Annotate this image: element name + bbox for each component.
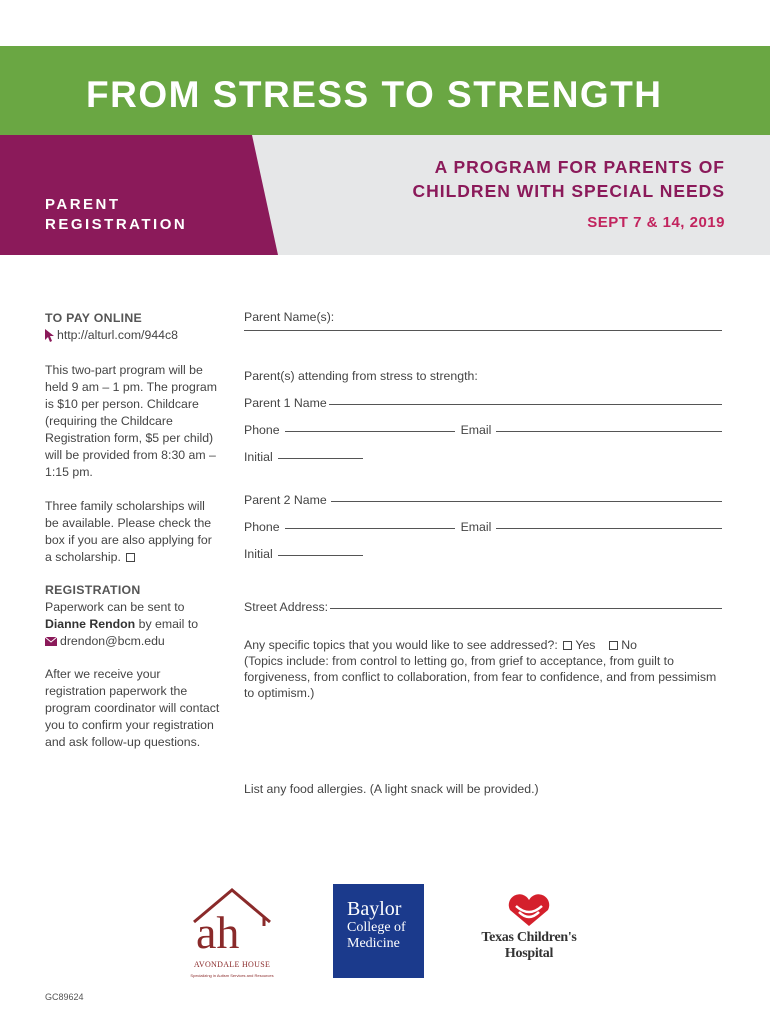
attending-row bbox=[244, 369, 722, 383]
parent2-initial-field[interactable] bbox=[278, 555, 363, 556]
parent-names-row bbox=[244, 310, 722, 324]
scholarship-checkbox[interactable] bbox=[126, 553, 135, 562]
phone-label: Phone bbox=[244, 423, 280, 437]
contact-name: Dianne Rendon bbox=[45, 617, 136, 631]
pay-link-row[interactable] bbox=[45, 327, 220, 344]
program-title: A PROGRAM FOR PARENTS OF CHILDREN WITH SPECIAL NEEDS bbox=[412, 157, 725, 201]
parent2-initial-row bbox=[244, 547, 722, 561]
parent-registration-label: PARENT REGISTRATION bbox=[45, 196, 188, 233]
no-label: No bbox=[621, 638, 638, 652]
contact-email[interactable]: drendon@bcm.edu bbox=[60, 634, 165, 648]
street-label: Street Address: bbox=[244, 600, 329, 614]
attending-label: Parent(s) attending from stress to strength: bbox=[244, 369, 478, 383]
parent-names-label: Parent Name(s): bbox=[244, 310, 335, 324]
parent1-initial-row bbox=[244, 450, 722, 464]
parent1-contact-row bbox=[244, 423, 722, 437]
parent2-phone-field[interactable] bbox=[285, 528, 455, 529]
page-title: FROM STRESS TO STRENGTH bbox=[86, 74, 663, 115]
parent2-name-field[interactable] bbox=[331, 501, 722, 502]
parent1-email-field[interactable] bbox=[496, 431, 722, 432]
pay-online-heading: TO PAY ONLINE bbox=[45, 311, 143, 325]
parent2-contact-row bbox=[244, 520, 722, 534]
header-band bbox=[0, 135, 770, 255]
parent-names-field[interactable] bbox=[244, 330, 722, 331]
avondale-mark: ah bbox=[196, 907, 240, 958]
program-date: SEPT 7 & 14, 2019 bbox=[587, 214, 725, 231]
street-address-field[interactable] bbox=[330, 608, 722, 609]
street-row bbox=[244, 600, 722, 614]
parent1-label: Parent 1 Name bbox=[244, 396, 327, 410]
initial-label: Initial bbox=[244, 547, 273, 561]
topics-yes-checkbox[interactable] bbox=[563, 641, 572, 650]
scholarship-info: Three family scholarships will be available. Please check the box if you are also applying for a scholarship. bbox=[45, 499, 212, 564]
email-label: Email bbox=[460, 423, 492, 437]
allergies-row bbox=[244, 782, 722, 796]
avondale-tagline: Specializing in Autism Services and Resources bbox=[190, 973, 274, 978]
info-sidebar bbox=[45, 310, 220, 751]
program-info: This two-part program will be held 9 am – 1 pm. The program is $10 per person. Childcare (requiring the Childcare Registration form, $5 per child) will be provided from 8:30 am – 1:15 pm. bbox=[45, 363, 218, 479]
parent1-phone-field[interactable] bbox=[285, 431, 455, 432]
topics-question: Any specific topics that you would like to see addressed?: bbox=[244, 638, 558, 652]
parent1-name-field[interactable] bbox=[329, 404, 722, 405]
parent2-label: Parent 2 Name bbox=[244, 493, 327, 507]
email-row[interactable] bbox=[45, 633, 220, 650]
mail-icon bbox=[45, 637, 57, 646]
registration-heading: REGISTRATION bbox=[45, 583, 141, 597]
parent2-email-field[interactable] bbox=[496, 528, 722, 529]
registration-text: Paperwork can be sent to Dianne Rendon by email to bbox=[45, 600, 199, 631]
title-banner bbox=[0, 46, 770, 135]
heart-icon bbox=[504, 892, 554, 928]
parent1-row bbox=[244, 396, 722, 410]
form-code: GC89624 bbox=[45, 992, 84, 1002]
avondale-name: AVONDALE HOUSE bbox=[193, 960, 271, 969]
email-label: Email bbox=[460, 520, 492, 534]
topics-no-checkbox[interactable] bbox=[609, 641, 618, 650]
topics-section bbox=[244, 637, 726, 701]
parent2-row bbox=[244, 493, 722, 507]
avondale-house-logo bbox=[186, 886, 278, 978]
phone-label: Phone bbox=[244, 520, 280, 534]
topics-note: (Topics include: from control to letting go, from grief to acceptance, from guilt to forgiveness, from conflict to collaboration, from fear to confidence, and from pessimism to optimism.) bbox=[244, 654, 717, 700]
sponsor-logos bbox=[0, 880, 770, 980]
texas-childrens-logo: Texas Children's Hospital bbox=[474, 892, 584, 972]
baylor-logo: Baylor College of Medicine bbox=[333, 884, 424, 978]
allergies-label: List any food allergies. (A light snack will be provided.) bbox=[244, 782, 539, 796]
pay-link[interactable]: http://alturl.com/944c8 bbox=[57, 328, 178, 342]
yes-label: Yes bbox=[575, 638, 596, 652]
parent1-initial-field[interactable] bbox=[278, 458, 363, 459]
parent-names-field-row bbox=[244, 332, 722, 333]
cursor-icon bbox=[45, 329, 54, 342]
followup-info: After we receive your registration paperwork the program coordinator will contact you to confirm your registration and ask follow-up questions. bbox=[45, 667, 220, 749]
initial-label: Initial bbox=[244, 450, 273, 464]
